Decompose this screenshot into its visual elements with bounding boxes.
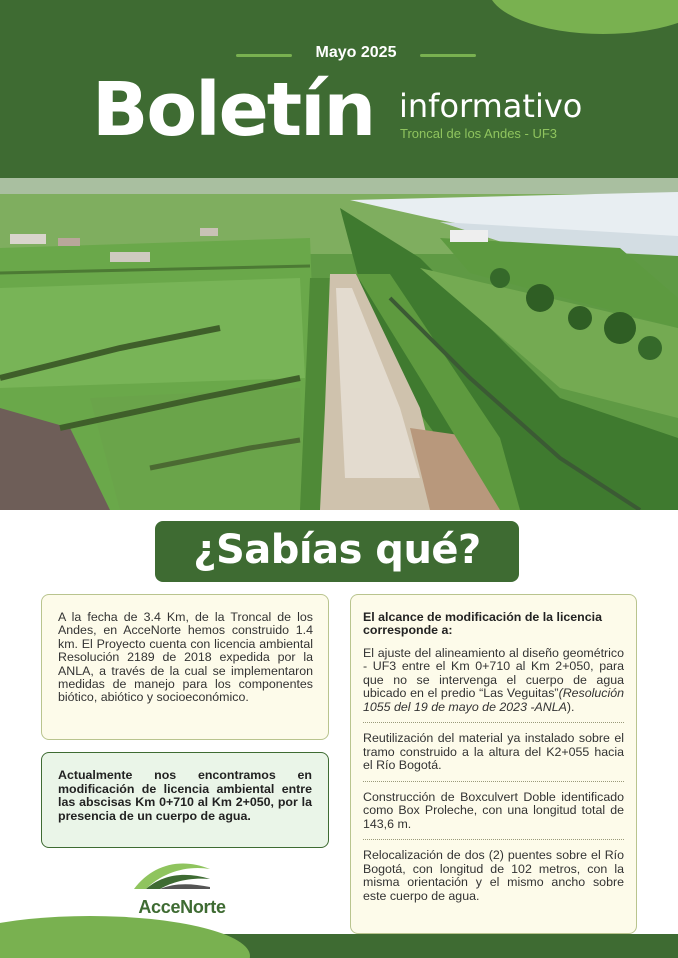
scope-item-boxculvert: Construcción de Boxculvert Doble identificado como Box Proleche, con una longitud total de 143,6 m. xyxy=(363,791,624,841)
date-row xyxy=(236,44,476,66)
scope-item-alignment-text: El ajuste del alineamiento al diseño geométrico - UF3 entre el Km 0+710 al Km 2+050, para que no se intervenga el cuerpo de agua ubicado en el predio “Las Veguitas” xyxy=(363,645,624,701)
newsletter-title-secondary: informativo xyxy=(399,87,583,125)
decorative-footer-shape xyxy=(0,916,250,958)
accenorte-logo xyxy=(120,855,244,921)
date-divider-right xyxy=(420,54,476,57)
scope-item-material-reuse: Reutilización del material ya instalado sobre el tramo construido a la altura del K2+055 hacia el Río Bogotá. xyxy=(363,732,624,782)
aerial-road-construction-photo xyxy=(0,178,678,510)
accenorte-logo-mark-icon xyxy=(132,855,212,891)
status-box xyxy=(41,752,329,848)
project-subtitle: Troncal de los Andes - UF3 xyxy=(400,126,558,141)
date-divider-left xyxy=(236,54,292,57)
status-paragraph: Actualmente nos encontramos en modificación de licencia ambiental entre las abscisas Km 0+710 al Km 2+050, por la presencia de un cuerpo de agua. xyxy=(58,768,312,823)
decorative-corner-shape xyxy=(488,0,678,34)
banner-title: ¿Sabías qué? xyxy=(193,527,481,573)
did-you-know-banner xyxy=(155,521,519,582)
scope-item-alignment-reference: (Resolución 1055 del 19 de mayo de 2023 -ANLA xyxy=(363,686,624,714)
scope-item-bridges: Relocalización de dos (2) puentes sobre el Río Bogotá, con longitud de 102 metros, con la misma orientación y el mismo ancho sobre este cuerpo de agua. xyxy=(363,848,624,903)
scope-item-alignment xyxy=(363,647,624,724)
intro-paragraph: A la fecha de 3.4 Km, de la Troncal de los Andes, en AcceNorte hemos construido 1.4 km. El Proyecto cuenta con licencia ambiental Resolución 2189 de 2018 expedida por la ANLA, a través de la cual se implementaron medidas de manejo para los componentes biótico, abiótico y socioeconómico. xyxy=(58,610,313,705)
header-band xyxy=(0,0,678,178)
logo-wordmark: AcceNorte xyxy=(138,897,226,917)
issue-date: Mayo 2025 xyxy=(315,44,397,61)
scope-heading: El alcance de modificación de la licencia corresponde a: xyxy=(363,610,602,638)
newsletter-title: Boletín xyxy=(92,67,375,153)
scope-item-alignment-end: ). xyxy=(566,699,575,714)
intro-box xyxy=(41,594,329,740)
scope-box xyxy=(350,594,637,934)
